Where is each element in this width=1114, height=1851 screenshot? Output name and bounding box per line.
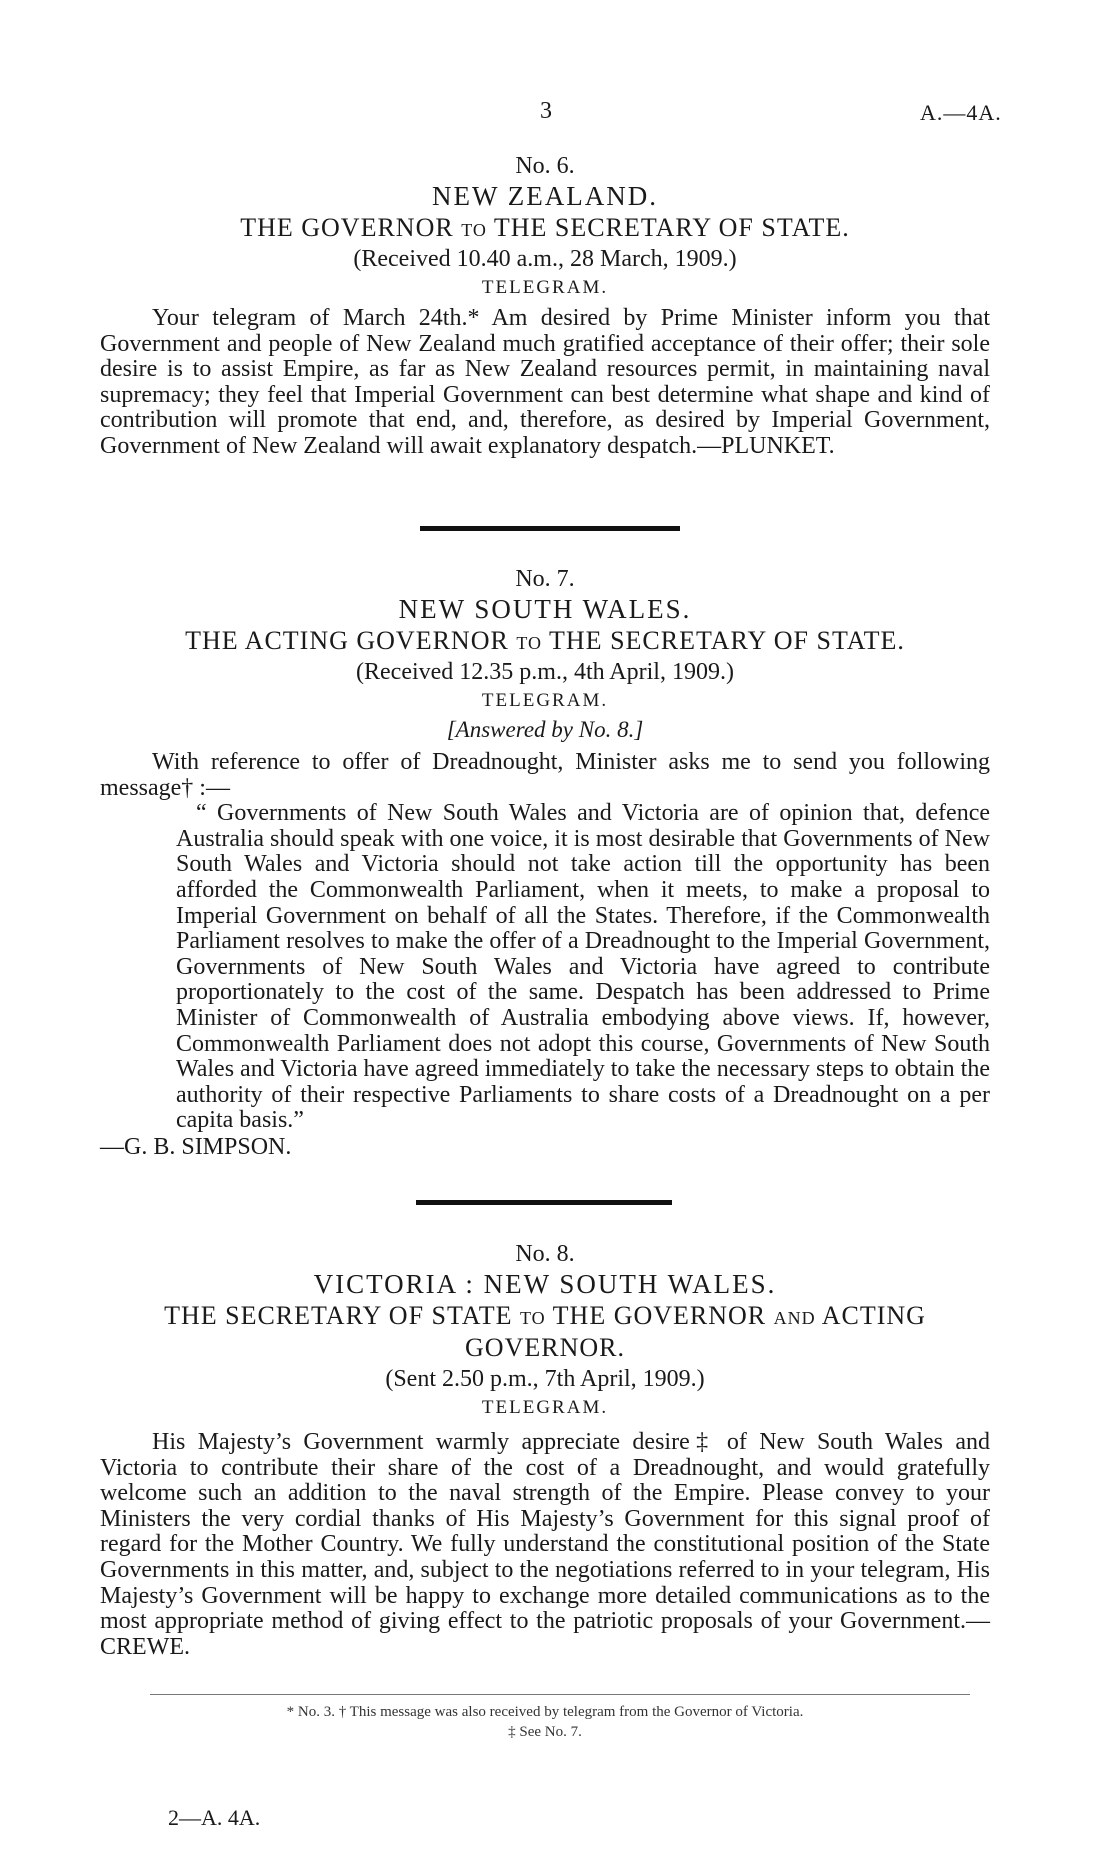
- section-received: (Received 12.35 p.m., 4th April, 1909.): [356, 659, 734, 685]
- document-reference: A.—4A.: [920, 100, 1002, 125]
- section-6-body-wrap: [100, 306, 990, 460]
- page-footer: 2—A. 4A.: [168, 1805, 261, 1830]
- section-place: NEW ZEALAND.: [432, 181, 658, 211]
- section-body: Your telegram of March 24th.* Am desired by Prime Minister inform you that Government and people of New Zealand much gratified acceptance of their offer; their sole desire is to assist Empire, as far as New Zealand resources permit, in maintaining naval supremacy; they feel that Imperial Government can best determine what shape and kind of contribution will promote that end, and, therefore, as desired by Imperial Government, Government of New Zealand will await explanatory despatch.—PLUNKET.: [100, 305, 990, 459]
- section-body: With reference to offer of Dreadnought, Minister asks me to send you following message† :—: [100, 749, 990, 801]
- section-6-heading: [100, 152, 990, 302]
- section-received: (Received 10.40 a.m., 28 March, 1909.): [353, 246, 737, 272]
- section-type: TELEGRAM.: [481, 1397, 609, 1418]
- section-place: VICTORIA : NEW SOUTH WALES.: [313, 1269, 777, 1299]
- section-7-body-wrap: [100, 750, 990, 1160]
- section-number: No. 7.: [515, 566, 575, 592]
- footnote-line: * No. 3. † This message was also received by telegram from the Governor of Victoria.: [286, 1704, 804, 1720]
- quoted-message: “ Governments of New South Wales and Victoria are of opinion that, defence Australia should speak with one voice, it is most desirable that Governments of New South Wales and Victoria should not take action till the opportunity has been afforded the Commonwealth Parliament, when it meets, to make a proposal to Imperial Government on behalf of all the States. Therefore, if the Commonwealth Parliament resolves to make the offer of a Dreadnought to the Imperial Government, Governments of New South Wales and Victoria have agreed to contribute proportionately to the cost of the same. Despatch has been addressed to Prime Minister of Commonwealth of Australia embodying above views. If, however, Commonwealth Parliament does not adopt this course, Governments of New South Wales and Victoria have agreed immediately to take the necessary steps to obtain the authority of their respective Parliaments to share costs of a Dreadnought on a per capita basis.”: [176, 800, 990, 1134]
- page-number: 3: [540, 98, 552, 124]
- section-place: NEW SOUTH WALES.: [398, 594, 692, 624]
- section-type: TELEGRAM.: [481, 690, 609, 711]
- section-answered: [Answered by No. 8.]: [446, 717, 644, 742]
- section-divider: [416, 1200, 672, 1205]
- section-divider: [420, 526, 680, 531]
- section-received: (Sent 2.50 p.m., 7th April, 1909.): [385, 1366, 705, 1392]
- footnote-rule: [150, 1694, 970, 1695]
- section-route: THE SECRETARY OF STATE to THE GOVERNOR and ACTING GOVERNOR.: [164, 1301, 926, 1362]
- section-8-heading: [100, 1240, 990, 1422]
- footnotes: [100, 1702, 990, 1742]
- footnote-line: ‡ See No. 7.: [508, 1724, 582, 1740]
- section-number: No. 6.: [515, 153, 575, 179]
- section-route: THE GOVERNOR to THE SECRETARY OF STATE.: [240, 213, 850, 242]
- section-route: THE ACTING GOVERNOR to THE SECRETARY OF STATE.: [185, 626, 905, 655]
- section-8-body-wrap: [100, 1430, 990, 1660]
- section-body: His Majesty’s Government warmly appreciate desire‡ of New South Wales and Victoria to contribute their share of the cost of a Dreadnought, and would gratefully welcome such an addition to the naval strength of the Empire. Please convey to your Ministers the very cordial thanks of His Majesty’s Government for this signal proof of regard for the Mother Country. We fully understand the constitutional position of the State Governments in this matter, and, subject to the negotiations referred to in your telegram, His Majesty’s Government will be happy to exchange more detailed communications as to the most appropriate method of giving effect to the patriotic proposals of your Government.—CREWE.: [100, 1429, 990, 1660]
- signature: —G. B. SIMPSON.: [100, 1133, 292, 1160]
- section-number: No. 8.: [515, 1241, 575, 1267]
- section-type: TELEGRAM.: [481, 277, 609, 298]
- section-7-heading: [100, 565, 990, 745]
